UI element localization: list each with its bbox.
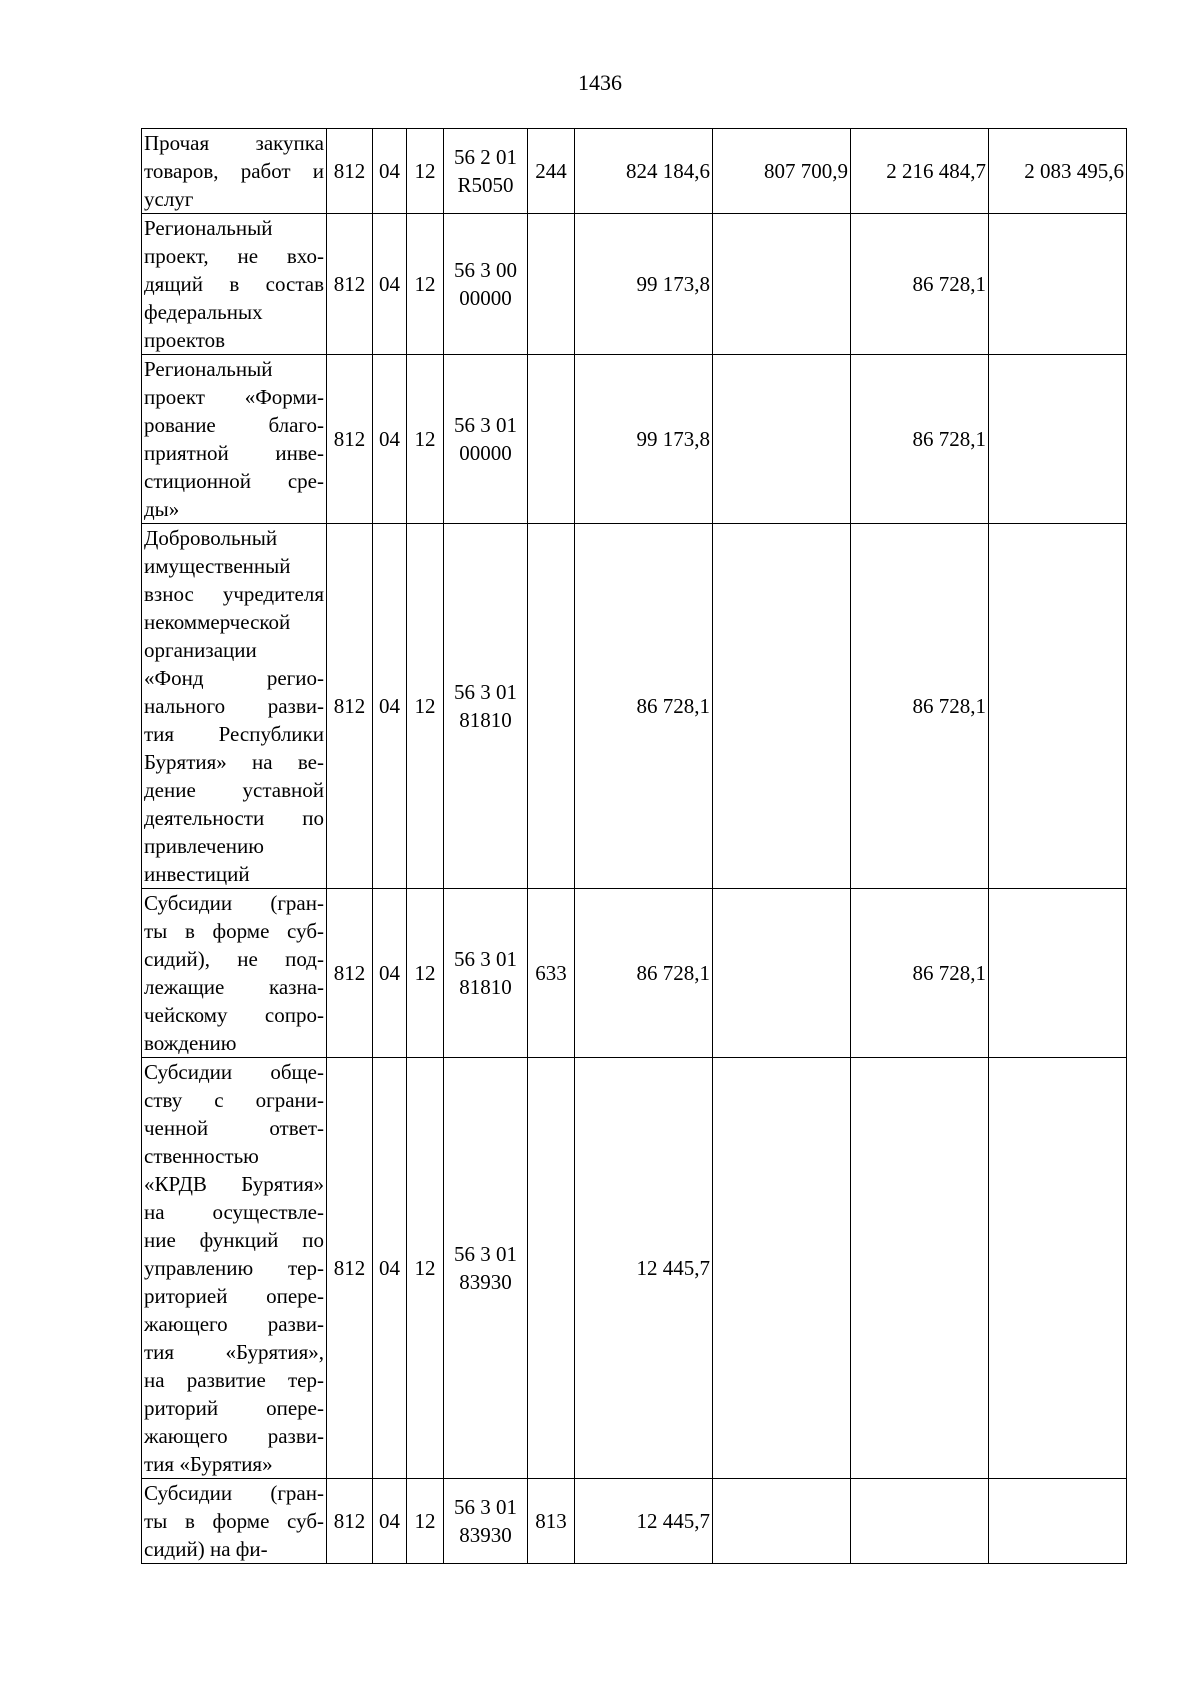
amount-col-4 bbox=[989, 524, 1127, 889]
target-code-line: 83930 bbox=[459, 1523, 512, 1547]
description-line: сидий), не под- bbox=[144, 947, 324, 971]
description-line: организации bbox=[144, 638, 257, 662]
description-line: жающего разви- bbox=[144, 1424, 324, 1448]
description-line: рование благо- bbox=[144, 413, 324, 437]
amount-col-2 bbox=[713, 214, 851, 355]
budget-table bbox=[141, 128, 1127, 1564]
amount-col-2 bbox=[713, 524, 851, 889]
subsection-code: 12 bbox=[407, 1479, 444, 1564]
description-line: Бурятия» на ве- bbox=[144, 750, 324, 774]
description-line: Субсидии (гран- bbox=[144, 891, 324, 915]
description-line: чейскому сопро- bbox=[144, 1003, 324, 1027]
amount-col-3: 86 728,1 bbox=[851, 214, 989, 355]
amount-col-1: 86 728,1 bbox=[575, 889, 713, 1058]
expense-type-code: 244 bbox=[528, 129, 575, 214]
description-line: сидий) на фи- bbox=[144, 1537, 268, 1561]
description-line: проект, не вхо- bbox=[144, 244, 324, 268]
row-description bbox=[142, 129, 327, 214]
section-code: 04 bbox=[373, 1058, 407, 1479]
description-line: жающего разви- bbox=[144, 1312, 324, 1336]
amount-col-1: 12 445,7 bbox=[575, 1479, 713, 1564]
target-code-line: R5050 bbox=[457, 173, 514, 197]
description-line: тия «Бурятия», bbox=[144, 1340, 324, 1364]
table-row bbox=[142, 1058, 1127, 1479]
expense-type-code bbox=[528, 355, 575, 524]
section-code: 04 bbox=[373, 355, 407, 524]
description-line: на развитие тер- bbox=[144, 1368, 324, 1392]
amount-col-3 bbox=[851, 1479, 989, 1564]
description-line: ченной ответ- bbox=[144, 1116, 324, 1140]
description-line: ние функций по bbox=[144, 1228, 324, 1252]
description-line: Субсидии обще- bbox=[144, 1060, 324, 1084]
amount-col-3: 86 728,1 bbox=[851, 524, 989, 889]
subsection-code: 12 bbox=[407, 889, 444, 1058]
description-line: Добровольный bbox=[144, 526, 278, 550]
amount-col-3: 2 216 484,7 bbox=[851, 129, 989, 214]
target-code-line: 00000 bbox=[459, 441, 512, 465]
ministry-code: 812 bbox=[327, 524, 373, 889]
subsection-code: 12 bbox=[407, 214, 444, 355]
target-article-code bbox=[444, 355, 528, 524]
amount-col-4 bbox=[989, 1479, 1127, 1564]
subsection-code: 12 bbox=[407, 355, 444, 524]
amount-col-1: 86 728,1 bbox=[575, 524, 713, 889]
description-line: деятельности по bbox=[144, 806, 324, 830]
expense-type-code bbox=[528, 1058, 575, 1479]
description-line: инвестиций bbox=[144, 862, 250, 886]
expense-type-code bbox=[528, 524, 575, 889]
row-description bbox=[142, 355, 327, 524]
description-line: Региональный bbox=[144, 357, 273, 381]
section-code: 04 bbox=[373, 1479, 407, 1564]
target-code-line: 83930 bbox=[459, 1270, 512, 1294]
ministry-code: 812 bbox=[327, 889, 373, 1058]
ministry-code: 812 bbox=[327, 129, 373, 214]
description-line: ству с ограни- bbox=[144, 1088, 324, 1112]
page-number: 1436 bbox=[578, 70, 622, 95]
amount-col-2 bbox=[713, 1479, 851, 1564]
description-line: приятной инве- bbox=[144, 441, 324, 465]
table-row bbox=[142, 1479, 1127, 1564]
section-code: 04 bbox=[373, 214, 407, 355]
description-line: имущественный bbox=[144, 554, 291, 578]
target-code-line: 56 3 01 bbox=[454, 1242, 517, 1266]
amount-col-2: 807 700,9 bbox=[713, 129, 851, 214]
amount-col-3: 86 728,1 bbox=[851, 355, 989, 524]
row-description bbox=[142, 1058, 327, 1479]
target-code-line: 81810 bbox=[459, 975, 512, 999]
table-row bbox=[142, 214, 1127, 355]
table-row bbox=[142, 889, 1127, 1058]
target-code-line: 56 3 00 bbox=[454, 258, 517, 282]
description-line: тия Республики bbox=[144, 722, 324, 746]
target-code-line: 56 3 01 bbox=[454, 1495, 517, 1519]
section-code: 04 bbox=[373, 524, 407, 889]
description-line: стиционной сре- bbox=[144, 469, 324, 493]
target-article-code bbox=[444, 214, 528, 355]
amount-col-4 bbox=[989, 1058, 1127, 1479]
amount-col-3 bbox=[851, 1058, 989, 1479]
ministry-code: 812 bbox=[327, 355, 373, 524]
amount-col-3: 86 728,1 bbox=[851, 889, 989, 1058]
expense-type-code: 633 bbox=[528, 889, 575, 1058]
expense-type-code: 813 bbox=[528, 1479, 575, 1564]
description-line: проект «Форми- bbox=[144, 385, 324, 409]
description-line: риторией опере- bbox=[144, 1284, 324, 1308]
ministry-code: 812 bbox=[327, 214, 373, 355]
amount-col-2 bbox=[713, 1058, 851, 1479]
description-line: дение уставной bbox=[144, 778, 324, 802]
amount-col-1: 824 184,6 bbox=[575, 129, 713, 214]
target-code-line: 56 3 01 bbox=[454, 680, 517, 704]
amount-col-1: 99 173,8 bbox=[575, 355, 713, 524]
target-article-code bbox=[444, 889, 528, 1058]
subsection-code: 12 bbox=[407, 1058, 444, 1479]
ministry-code: 812 bbox=[327, 1479, 373, 1564]
description-line: ственностью bbox=[144, 1144, 259, 1168]
expense-type-code bbox=[528, 214, 575, 355]
amount-col-1: 12 445,7 bbox=[575, 1058, 713, 1479]
section-code: 04 bbox=[373, 889, 407, 1058]
subsection-code: 12 bbox=[407, 129, 444, 214]
table-row bbox=[142, 355, 1127, 524]
table-body bbox=[142, 129, 1127, 1564]
description-line: риторий опере- bbox=[144, 1396, 324, 1420]
description-line: проектов bbox=[144, 328, 226, 352]
description-line: дящий в состав bbox=[144, 272, 324, 296]
amount-col-1: 99 173,8 bbox=[575, 214, 713, 355]
description-line: взнос учредителя bbox=[144, 582, 324, 606]
amount-col-4 bbox=[989, 889, 1127, 1058]
description-line: «Фонд регио- bbox=[144, 666, 324, 690]
description-line: ты в форме суб- bbox=[144, 1509, 324, 1533]
description-line: некоммерческой bbox=[144, 610, 291, 634]
description-line: управлению тер- bbox=[144, 1256, 324, 1280]
target-article-code bbox=[444, 524, 528, 889]
description-line: ты в форме суб- bbox=[144, 919, 324, 943]
amount-col-4 bbox=[989, 214, 1127, 355]
row-description bbox=[142, 524, 327, 889]
description-line: товаров, работ и bbox=[144, 159, 324, 183]
description-line: Региональный bbox=[144, 216, 273, 240]
row-description bbox=[142, 889, 327, 1058]
description-line: на осуществле- bbox=[144, 1200, 324, 1224]
description-line: нального разви- bbox=[144, 694, 324, 718]
target-article-code bbox=[444, 129, 528, 214]
description-line: лежащие казна- bbox=[144, 975, 324, 999]
description-line: ды» bbox=[144, 497, 180, 521]
target-code-line: 56 3 01 bbox=[454, 947, 517, 971]
table-row bbox=[142, 129, 1127, 214]
target-code-line: 56 3 01 bbox=[454, 413, 517, 437]
target-code-line: 81810 bbox=[459, 708, 512, 732]
description-line: вождению bbox=[144, 1031, 237, 1055]
target-code-line: 56 2 01 bbox=[454, 145, 517, 169]
section-code: 04 bbox=[373, 129, 407, 214]
description-line: тия «Бурятия» bbox=[144, 1452, 273, 1476]
description-line: федеральных bbox=[144, 300, 263, 324]
target-article-code bbox=[444, 1058, 528, 1479]
table-row bbox=[142, 524, 1127, 889]
row-description bbox=[142, 1479, 327, 1564]
ministry-code: 812 bbox=[327, 1058, 373, 1479]
subsection-code: 12 bbox=[407, 524, 444, 889]
description-line: услуг bbox=[144, 187, 194, 211]
amount-col-4 bbox=[989, 355, 1127, 524]
description-line: привлечению bbox=[144, 834, 264, 858]
description-line: Прочая закупка bbox=[144, 131, 324, 155]
target-code-line: 00000 bbox=[459, 286, 512, 310]
amount-col-2 bbox=[713, 355, 851, 524]
amount-col-4: 2 083 495,6 bbox=[989, 129, 1127, 214]
description-line: Субсидии (гран- bbox=[144, 1481, 324, 1505]
description-line: «КРДВ Бурятия» bbox=[144, 1172, 324, 1196]
target-article-code bbox=[444, 1479, 528, 1564]
amount-col-2 bbox=[713, 889, 851, 1058]
row-description bbox=[142, 214, 327, 355]
